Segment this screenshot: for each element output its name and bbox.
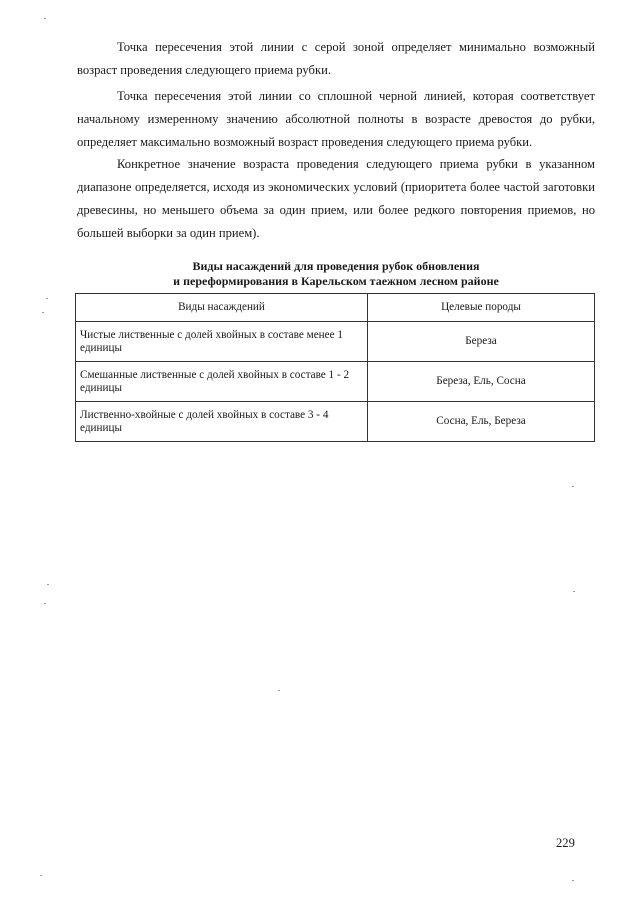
scan-speck: [44, 603, 46, 604]
scan-speck: [40, 875, 42, 876]
paragraph-3: Конкретное значение возраста проведения следующего приема рубки в указанном диапазоне определяется, исходя из экономических условий (приоритета более частой заготовки древесины, но меньшего объема за один прием, или более редкого повторения приемов, но большей выборки за один прием).: [77, 157, 595, 240]
scan-speck: [572, 880, 574, 881]
scan-speck: [46, 298, 48, 299]
scan-speck: [47, 584, 49, 585]
scan-speck: [44, 18, 46, 19]
scan-speck: [278, 690, 280, 691]
scan-speck: [573, 591, 575, 592]
target-species-cell: Сосна, Ель, Береза: [368, 402, 595, 442]
table-title-line-1: Виды насаждений для проведения рубок обновления: [192, 259, 480, 273]
stand-type-cell: Чистые лиственные с долей хвойных в составе менее 1 единицы: [76, 322, 368, 362]
scan-speck: [42, 312, 44, 313]
stand-types-table: [75, 293, 595, 442]
target-species-cell: Береза, Ель, Сосна: [368, 362, 595, 402]
table-title-line-2: и переформирования в Карельском таежном лесном районе: [173, 274, 499, 288]
table-row: [76, 322, 595, 362]
table-row: [76, 362, 595, 402]
table-header-row: [76, 294, 595, 322]
stand-type-cell: Лиственно-хвойные с долей хвойных в составе 3 - 4 единицы: [76, 402, 368, 442]
header-stand-types: Виды насаждений: [76, 294, 368, 322]
page-number: 229: [556, 836, 575, 850]
paragraph-2: Точка пересечения этой линии со сплошной черной линией, которая соответствует начальному измеренному значению абсолютной полноты в возрасте древостоя до рубки, определяет максимально возможный возраст проведения следующего приема рубки.: [77, 89, 595, 149]
paragraph-1: Точка пересечения этой линии с серой зоной определяет минимально возможный возраст проведения следующего приема рубки.: [77, 40, 595, 77]
header-target-species: Целевые породы: [368, 294, 595, 322]
stand-type-cell: Смешанные лиственные с долей хвойных в составе 1 - 2 единицы: [76, 362, 368, 402]
table-row: [76, 402, 595, 442]
table-title: [77, 259, 595, 289]
scan-speck: [572, 486, 574, 487]
target-species-cell: Береза: [368, 322, 595, 362]
